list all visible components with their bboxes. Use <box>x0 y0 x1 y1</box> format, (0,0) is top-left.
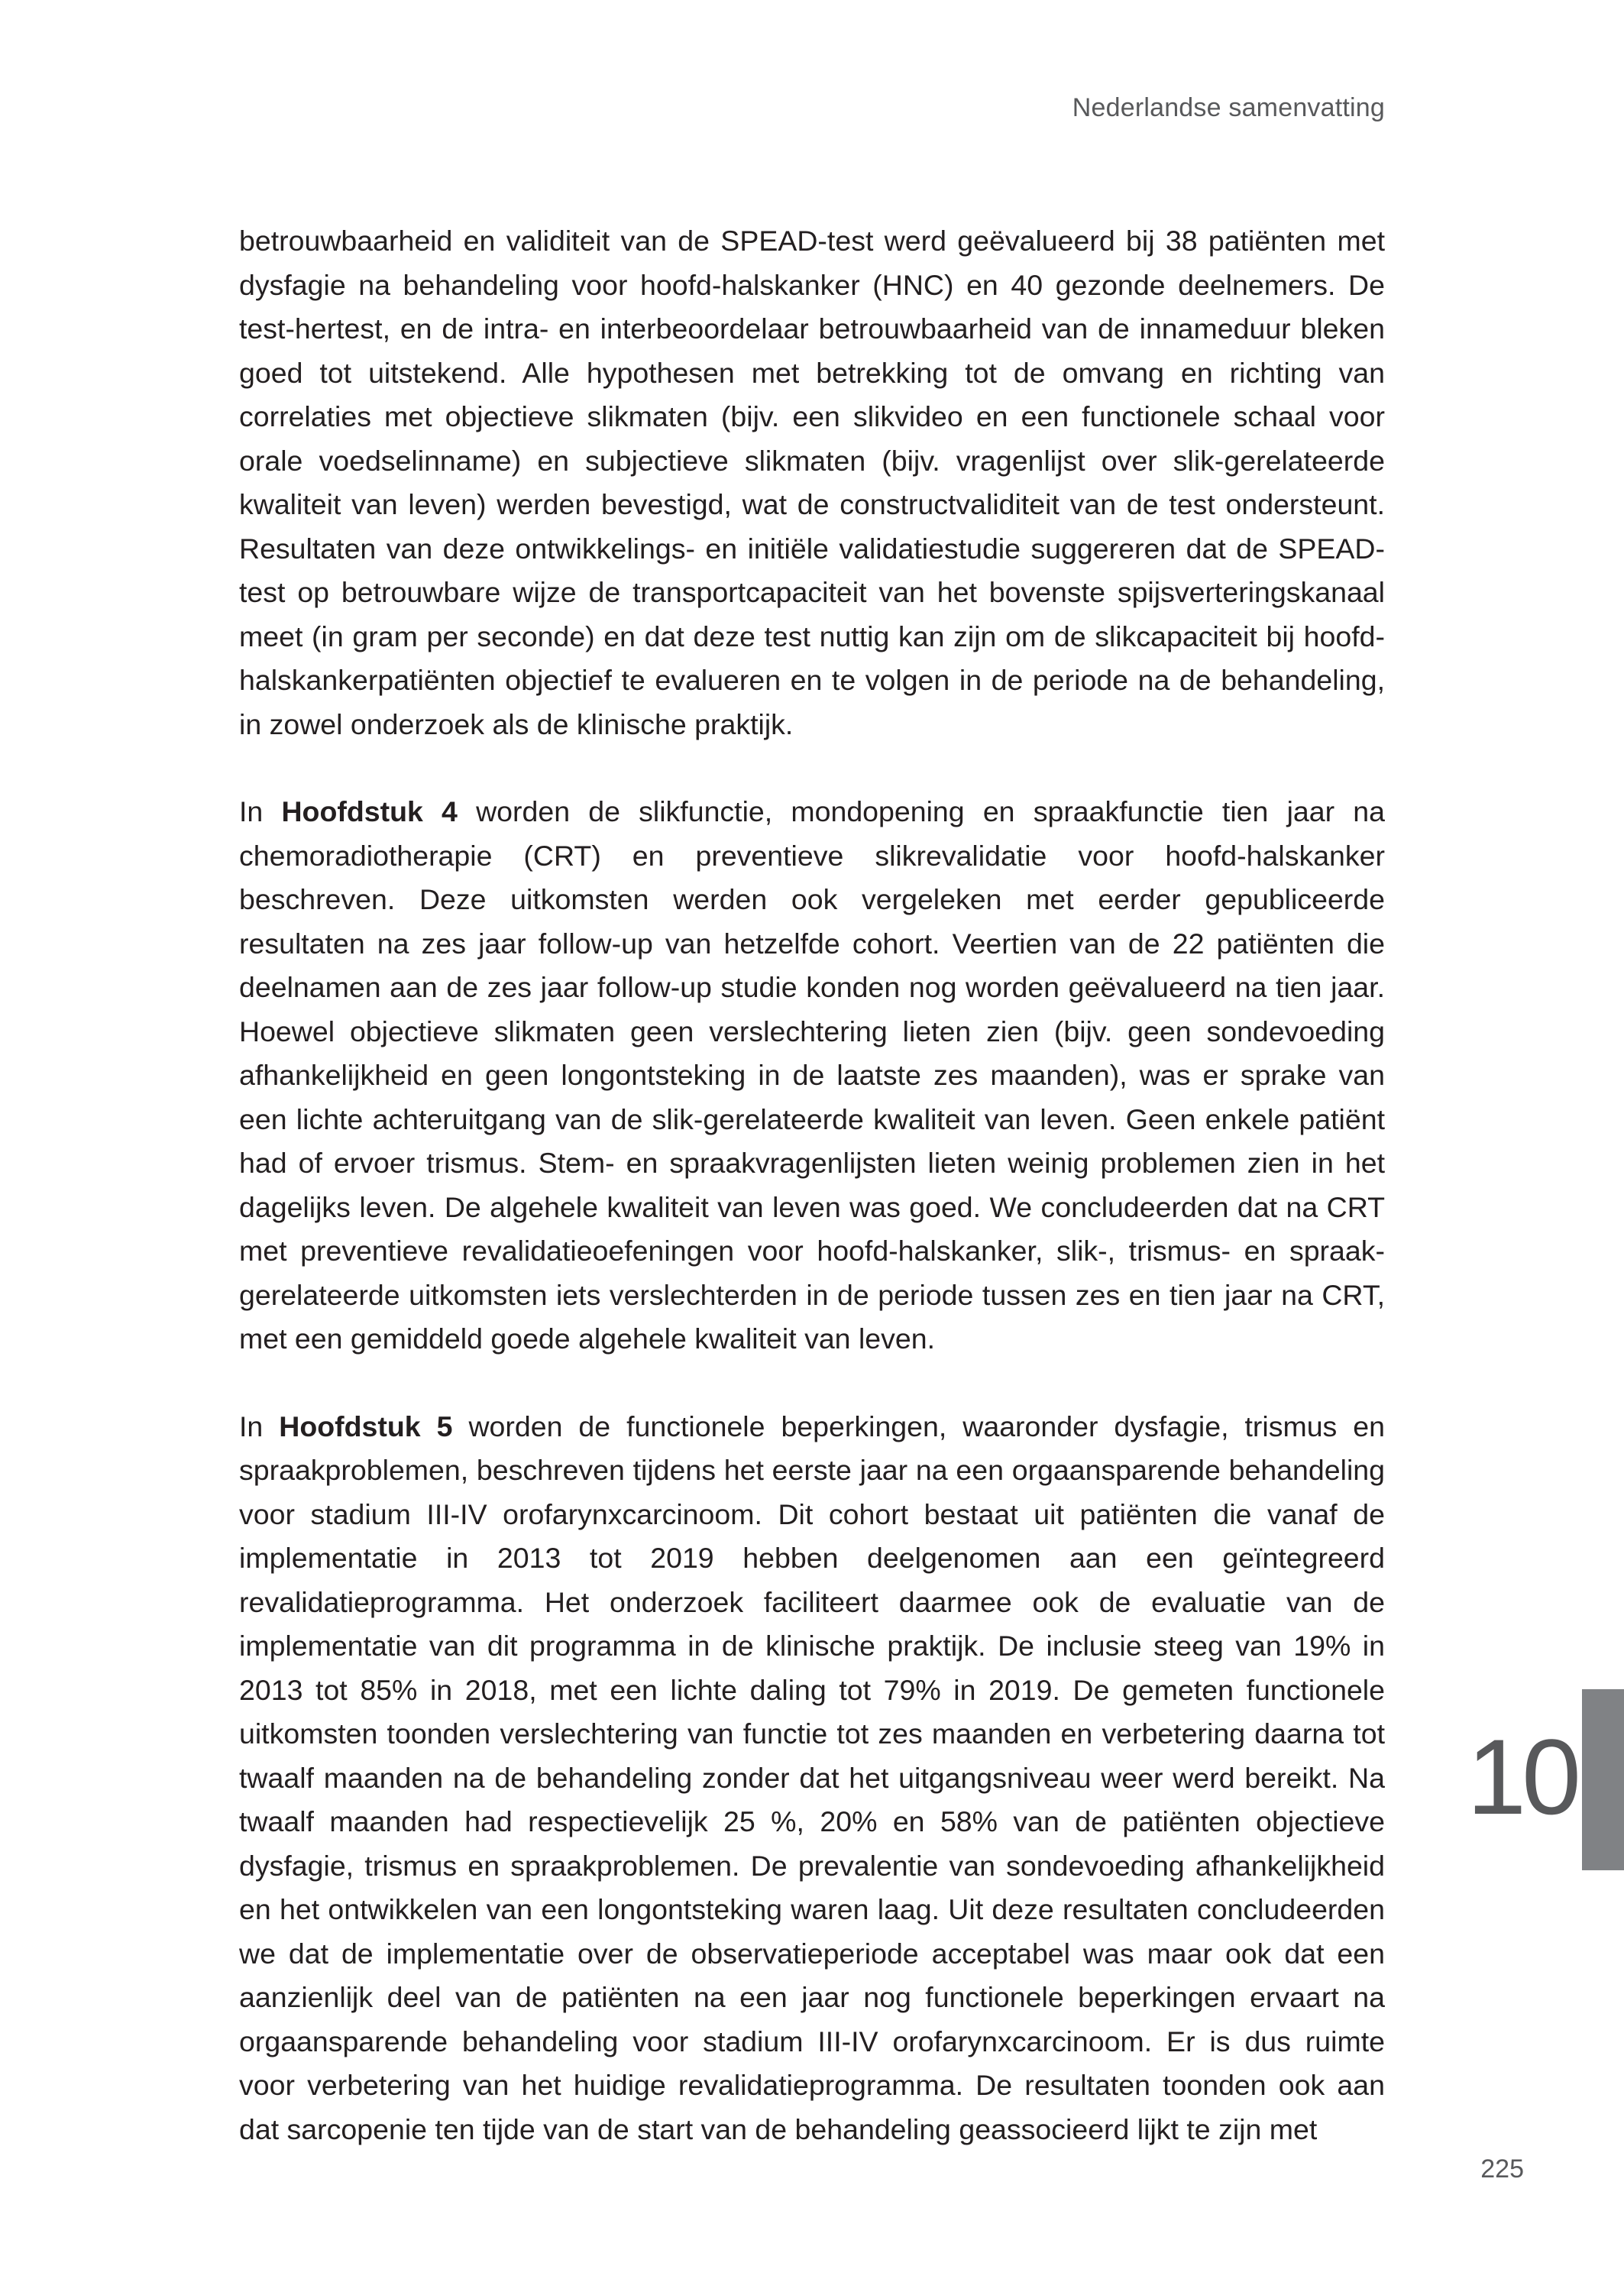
page-number: 225 <box>1480 2154 1524 2184</box>
chapter-4-reference: Hoofdstuk 4 <box>281 795 458 827</box>
paragraph-2-body: worden de slikfunctie, mondopening en spraakfunctie tien jaar na chemoradiotherapie (CRT) en preventieve slikrevalidatie voor hoofd-halskanker beschreven. Deze uitkomsten werden ook vergeleken met eerder gepubliceerde resultaten na zes jaar follow-up van hetzelfde cohort. Veertien van de 22 patiënten die deelnamen aan de zes jaar follow-up studie konden nog worden geëvalueerd na tien jaar. Hoewel objectieve slikmaten geen verslechtering lieten zien (bijv. geen sondevoeding afhankelijkheid en geen longontsteking in de laatste zes maanden), was er sprake van een lichte achteruitgang van de slik-gerelateerde kwaliteit van leven. Geen enkele patiënt had of ervoer trismus. Stem- en spraakvragenlijsten lieten weinig problemen zien in het dagelijks leven. De algehele kwaliteit van leven was goed. We concludeerden dat na CRT met preventieve revalidatieoefeningen voor hoofd-halskanker, slik-, trismus- en spraak-gerelateerde uitkomsten iets verslechterden in de periode tussen zes en tien jaar na CRT, met een gemiddeld goede algehele kwaliteit van leven. <box>239 795 1385 1355</box>
body-text <box>239 219 1385 2151</box>
paragraph-3-intro: In <box>239 1410 280 1442</box>
chapter-thumb-tab <box>1582 1689 1624 1870</box>
paragraph-3-body: worden de functionele beperkingen, waaronder dysfagie, trismus en spraakproblemen, beschreven tijdens het eerste jaar na een orgaansparende behandeling voor stadium III-IV orofarynxcarcinoom. Dit cohort bestaat uit patiënten die vanaf de implementatie in 2013 tot 2019 hebben deelgenomen aan een geïntegreerd revalidatieprogramma. Het onderzoek faciliteert daarmee ook de evaluatie van de implementatie van dit programma in de klinische praktijk. De inclusie steeg van 19% in 2013 tot 85% in 2018, met een lichte daling tot 79% in 2019. De gemeten functionele uitkomsten toonden verslechtering van functie tot zes maanden en verbetering daarna tot twaalf maanden na de behandeling zonder dat het uitgangsniveau weer werd bereikt. Na twaalf maanden had respectievelijk 25 %, 20% en 58% van de patiënten objectieve dysfagie, trismus en spraakproblemen. De prevalentie van sondevoeding afhankelijkheid en het ontwikkelen van een longontsteking waren laag. Uit deze resultaten concludeerden we dat de implementatie over de observatieperiode acceptabel was maar ook dat een aanzienlijk deel van de patiënten na een jaar nog functionele beperkingen ervaart na orgaansparende behandeling voor stadium III-IV orofarynxcarcinoom. Er is dus ruimte voor verbetering van het huidige revalidatieprogramma. De resultaten toonden ook aan dat sarcopenie ten tijde van de start van de behandeling geassocieerd lijkt te zijn met <box>239 1410 1385 2145</box>
chapter-number: 10 <box>1467 1717 1577 1837</box>
paragraph-2 <box>239 790 1385 1361</box>
paragraph-3 <box>239 1405 1385 2152</box>
paragraph-2-intro: In <box>239 795 282 827</box>
paragraph-1: betrouwbaarheid en validiteit van de SPEAD-test werd geëvalueerd bij 38 patiënten met dysfagie na behandeling voor hoofd-halskanker (HNC) en 40 gezonde deelnemers. De test-hertest, en de intra- en interbeoordelaar betrouwbaarheid van de innameduur bleken goed tot uitstekend. Alle hypothesen met betrekking tot de omvang en richting van correlaties met objectieve slikmaten (bijv. een slikvideo en een functionele schaal voor orale voedselinname) en subjectieve slikmaten (bijv. vragenlijst over slik-gerelateerde kwaliteit van leven) werden bevestigd, wat de constructvaliditeit van de test ondersteunt. Resultaten van deze ontwikkelings- en initiële validatiestudie suggereren dat de SPEAD-test op betrouwbare wijze de transportcapaciteit van het bovenste spijsverteringskanaal meet (in gram per seconde) en dat deze test nuttig kan zijn om de slikcapaciteit bij hoofd-halskankerpatiënten objectief te evalueren en te volgen in de periode na de behandeling, in zowel onderzoek als de klinische praktijk. <box>239 225 1385 740</box>
running-head: Nederlandse samenvatting <box>1072 93 1385 122</box>
chapter-5-reference: Hoofdstuk 5 <box>279 1410 453 1442</box>
